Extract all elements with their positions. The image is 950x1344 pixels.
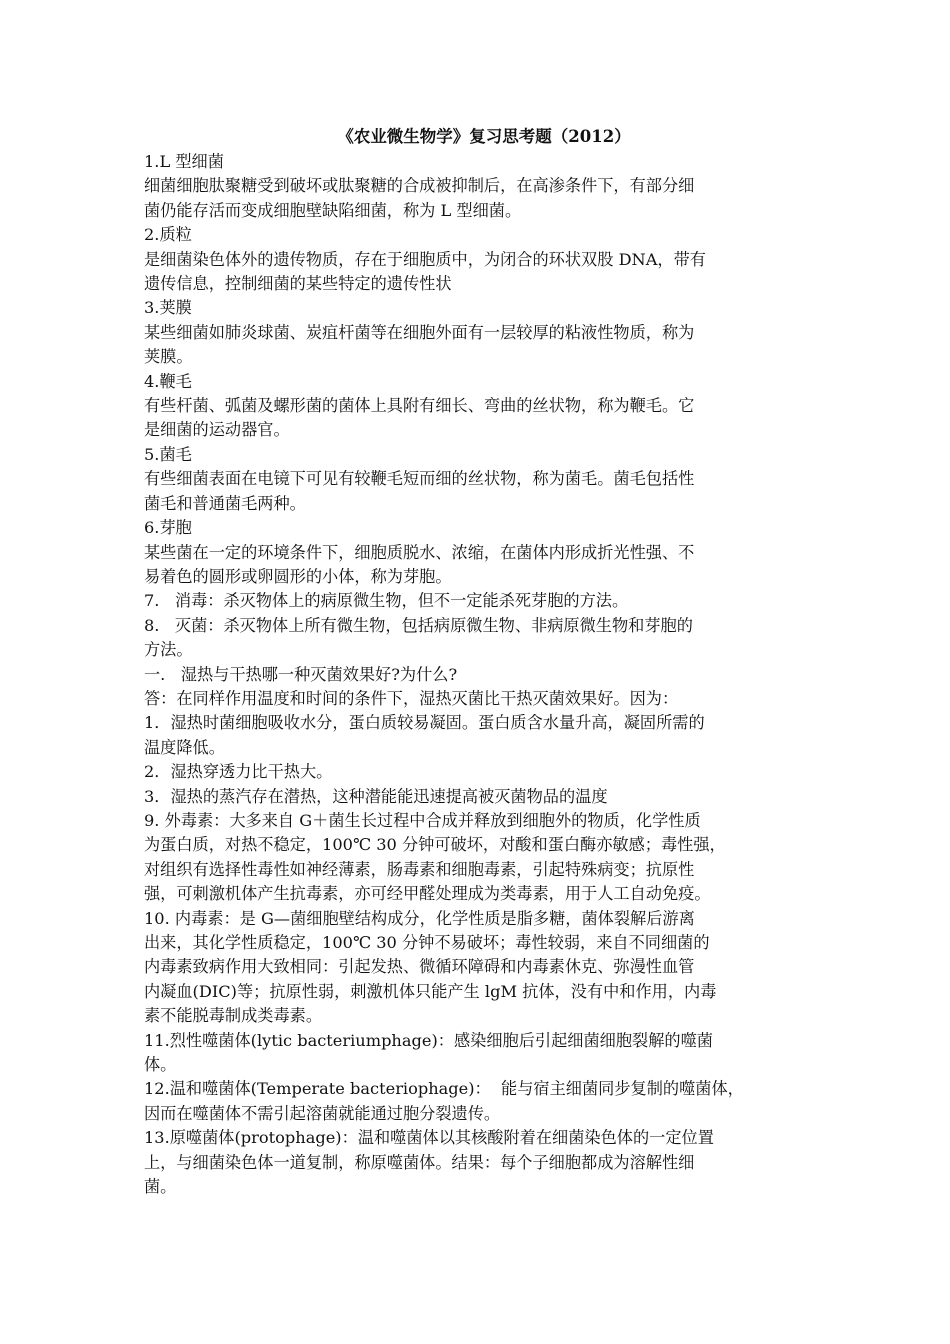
text-line: 5.菌毛 (144, 444, 192, 464)
text-line: 遗传信息，控制细菌的某些特定的遗传性状 (144, 274, 452, 294)
text-line: 内凝血(DIC)等；抗原性弱，刺激机体只能产生 lgM 抗体，没有中和作用，内毒 (144, 981, 717, 1001)
text-line: 出来，其化学性质稳定，100℃ 30 分钟不易破坏；毒性较弱，来自不同细菌的 (144, 933, 710, 952)
text-line: 一. 湿热与干热哪一种灭菌效果好?为什么? (144, 664, 458, 684)
text-line: 内毒素致病作用大致相同：引起发热、微循环障碍和内毒素休克、弥漫性血管 (144, 957, 695, 977)
text-line: 细菌细胞肽聚糖受到破坏或肽聚糖的合成被抑制后，在高渗条件下，有部分细 (144, 176, 695, 196)
text-line: 4.鞭毛 (144, 371, 192, 391)
text-line: 是细菌的运动器官。 (144, 420, 290, 440)
text-line: 1.L 型细菌 (144, 152, 224, 171)
text-line: 2.质粒 (144, 225, 192, 245)
text-line: 10. 内毒素：是 G—菌细胞壁结构成分，化学性质是脂多糖，菌体裂解后游离 (144, 908, 695, 928)
text-line: 因而在噬菌体不需引起溶菌就能通过胞分裂遗传。 (144, 1103, 501, 1123)
document-page (144, 124, 816, 1199)
text-line: 某些菌在一定的环境条件下，细胞质脱水、浓缩，在菌体内形成折光性强、不 (144, 542, 695, 562)
text-line: 11.烈性噬菌体(lytic bacteriumphage)：感染细胞后引起细菌细胞裂解的噬菌 (144, 1030, 713, 1050)
text-line: 有些杆菌、弧菌及螺形菌的菌体上具附有细长、弯曲的丝状物，称为鞭毛。它 (144, 396, 695, 416)
text-line: 6.芽胞 (144, 518, 192, 538)
text-line: 强，可刺激机体产生抗毒素，亦可经甲醛处理成为类毒素，用于人工自动免疫。 (144, 884, 711, 904)
text-line: 7. 消毒：杀灭物体上的病原微生物，但不一定能杀死芽胞的方法。 (144, 591, 629, 611)
text-line: 是细菌染色体外的遗传物质，存在于细胞质中，为闭合的环状双股 DNA，带有 (144, 249, 706, 269)
text-line: 9. 外毒素：大多来自 G＋菌生长过程中合成并释放到细胞外的物质，化学性质 (144, 810, 701, 830)
text-line: 素不能脱毒制成类毒素。 (144, 1006, 323, 1026)
text-line: 菌。 (144, 1177, 177, 1197)
text-line: 1．湿热时菌细胞吸收水分，蛋白质较易凝固。蛋白质含水量升高，凝固所需的 (144, 713, 705, 733)
text-line: 方法。 (144, 640, 193, 660)
text-line: 答：在同样作用温度和时间的条件下，湿热灭菌比干热灭菌效果好。因为： (144, 688, 679, 708)
text-line: 8. 灭菌：杀灭物体上所有微生物，包括病原微生物、非病原微生物和芽胞的 (144, 615, 693, 635)
document-body (144, 150, 816, 1199)
text-line: 3.荚膜 (144, 298, 192, 318)
text-line: 菌毛和普通菌毛两种。 (144, 493, 306, 513)
text-line: 某些细菌如肺炎球菌、炭疽杆菌等在细胞外面有一层较厚的粘液性物质，称为 (144, 322, 695, 342)
text-line: 2．湿热穿透力比干热大。 (144, 762, 333, 782)
text-line: 12.温和噬菌体(Temperate bacteriophage)： 能与宿主细菌同步复制的噬菌体， (144, 1079, 744, 1099)
document-title: 《农业微生物学》复习思考题（2012） (337, 127, 631, 146)
text-line: 易着色的圆形或卵圆形的小体，称为芽胞。 (144, 566, 452, 586)
text-line: 为蛋白质，对热不稳定，100℃ 30 分钟可破坏，对酸和蛋白酶亦敏感；毒性强， (144, 835, 726, 855)
text-line: 温度降低。 (144, 737, 225, 757)
text-line: 3．湿热的蒸汽存在潜热，这种潜能能迅速提高被灭菌物品的温度 (144, 786, 608, 806)
text-line: 荚膜。 (144, 347, 193, 367)
text-line: 13.原噬菌体(protophage)：温和噬菌体以其核酸附着在细菌染色体的一定位置 (144, 1128, 714, 1148)
text-line: 菌仍能存活而变成细胞壁缺陷细菌，称为 L 型细菌。 (144, 200, 522, 220)
text-line: 体。 (144, 1055, 177, 1075)
text-line: 对组织有选择性毒性如神经薄素，肠毒素和细胞毒素，引起特殊病变；抗原性 (144, 859, 695, 879)
text-line: 有些细菌表面在电镜下可见有较鞭毛短而细的丝状物，称为菌毛。菌毛包括性 (144, 469, 695, 489)
text-line: 上，与细菌染色体一道复制，称原噬菌体。结果：每个子细胞都成为溶解性细 (144, 1152, 695, 1172)
